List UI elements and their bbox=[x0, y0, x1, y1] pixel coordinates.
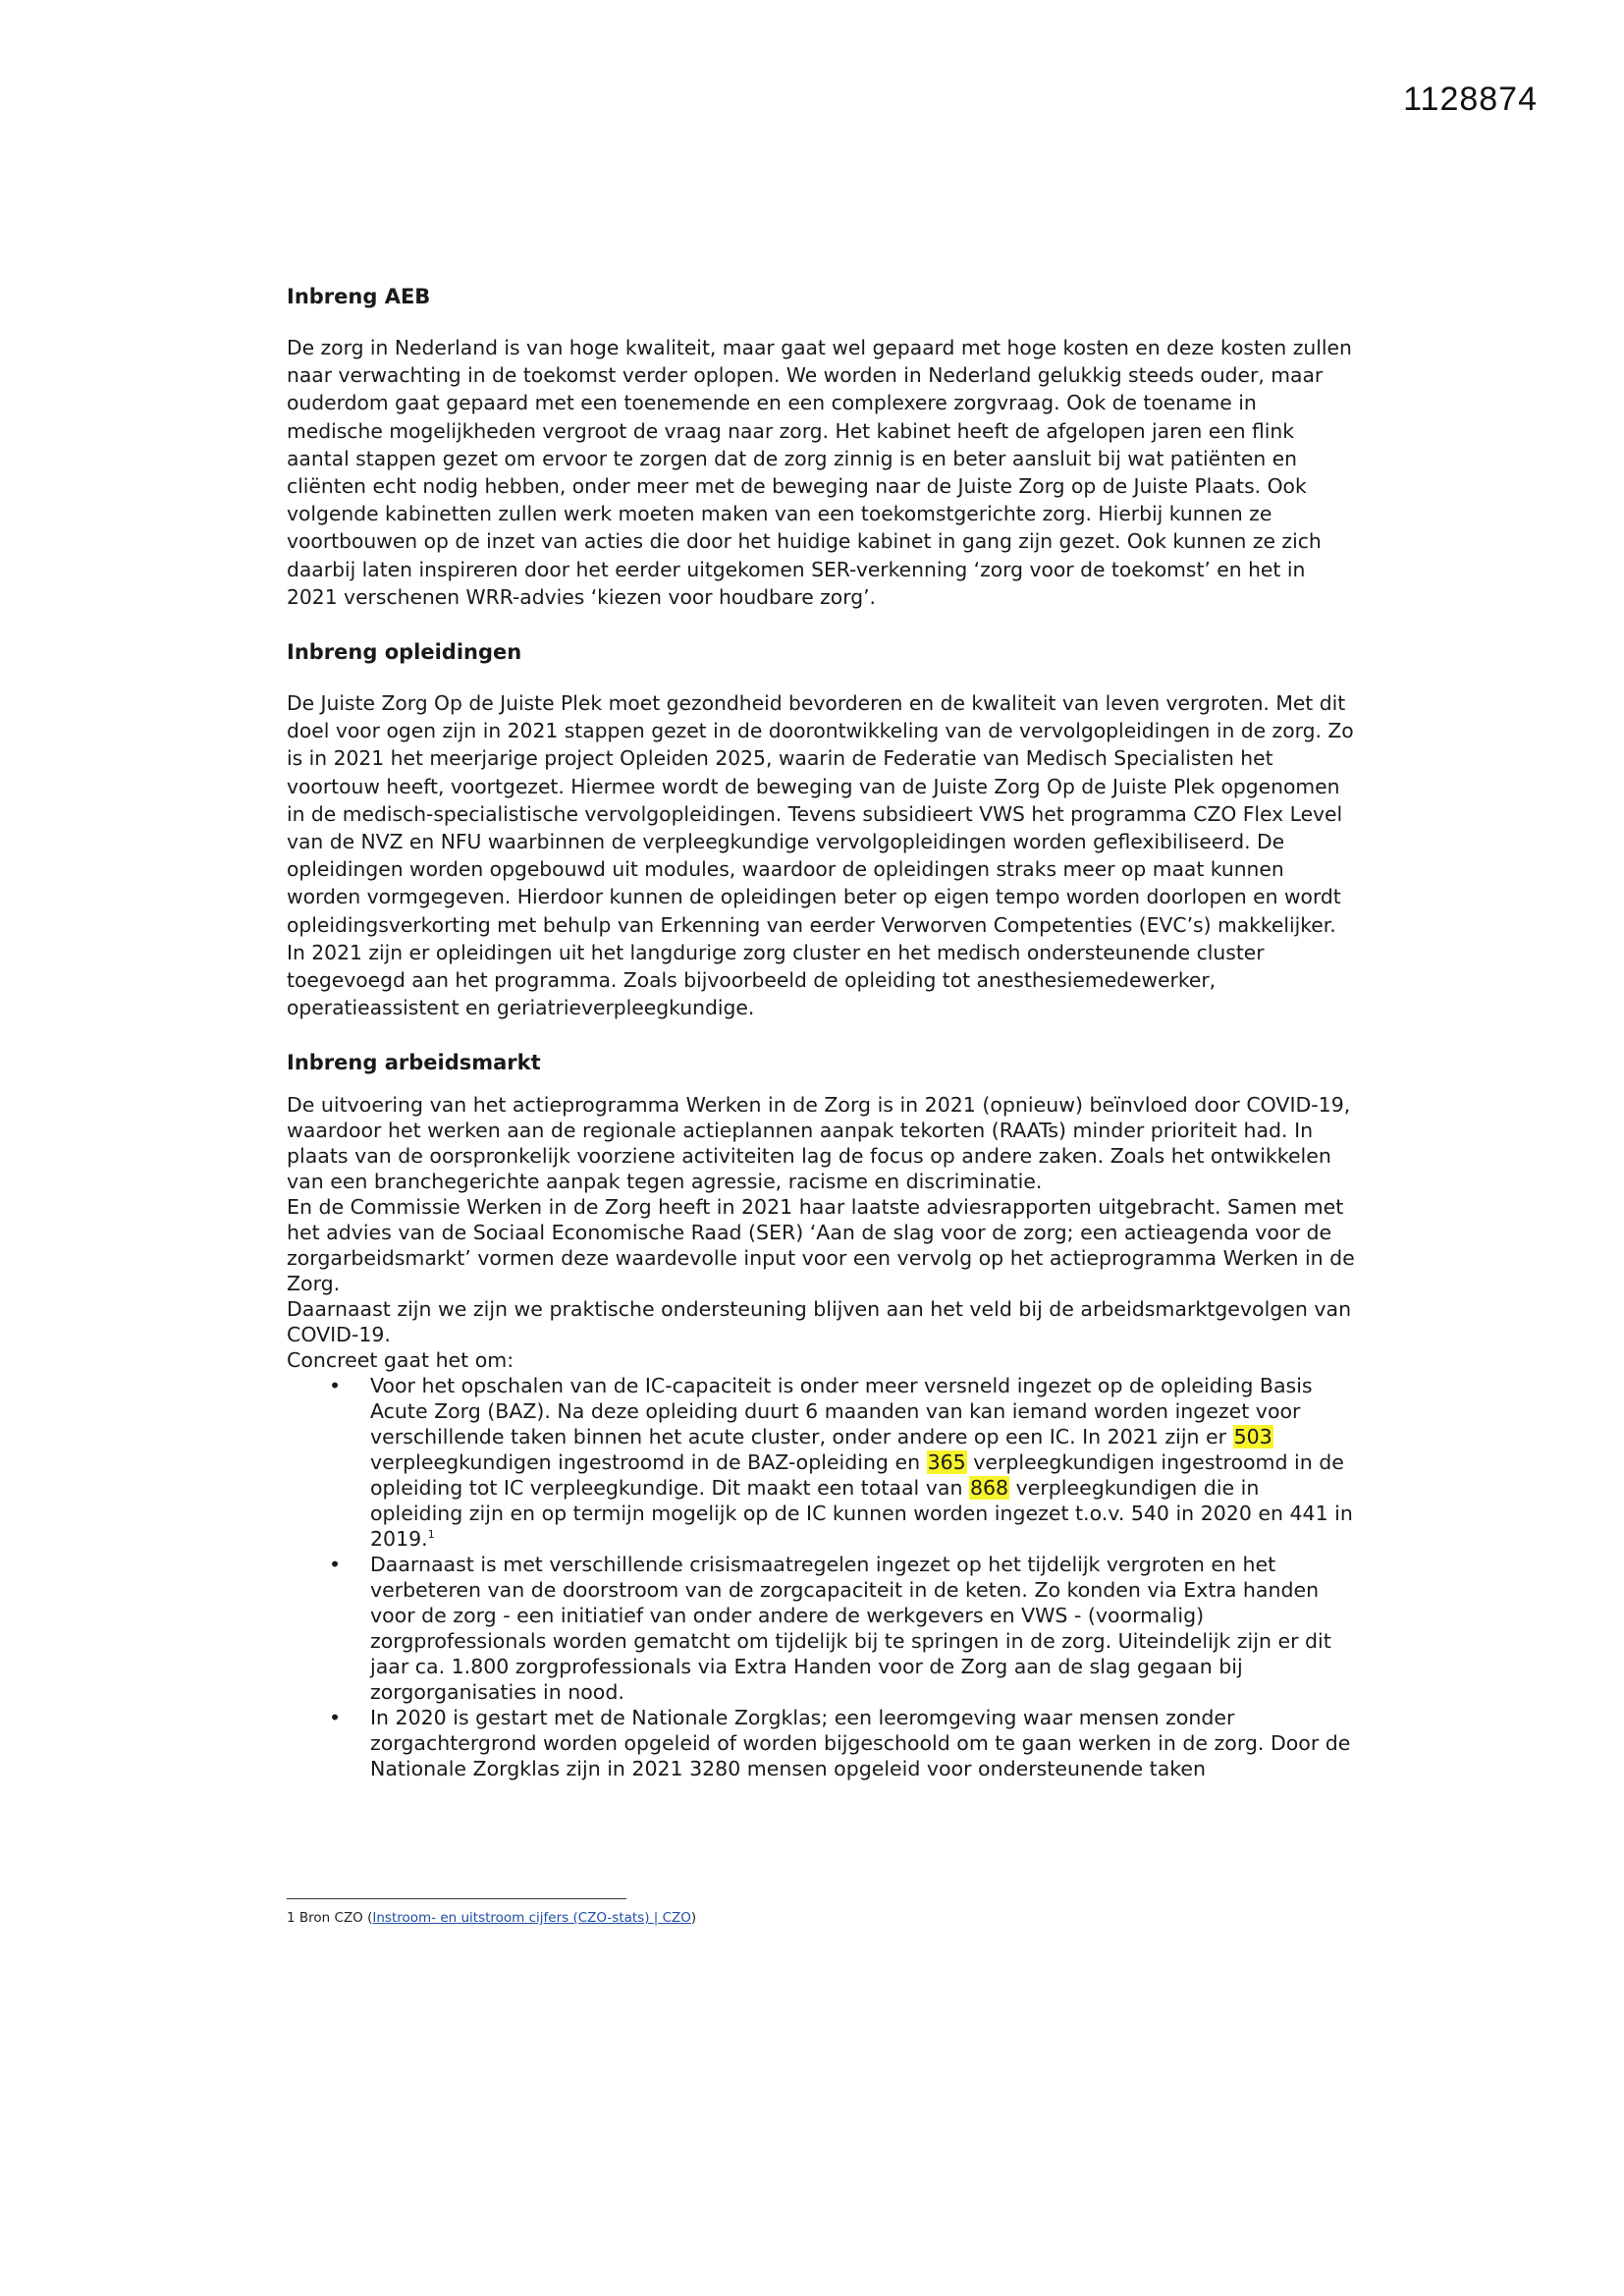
paragraph-line: Daarnaast zijn we zijn we praktische ondersteuning blijven aan het veld bij de arbeidsmarktgevolgen van COVID-19. bbox=[287, 1297, 1352, 1347]
section-heading: Inbreng AEB bbox=[287, 285, 431, 308]
section-paragraph: De zorg in Nederland is van hoge kwaliteit, maar gaat wel gepaard met hoge kosten en deze kosten zullen naar verwachting in de toekomst verder oplopen. We worden in Nederland gelukkig steeds ouder, maar ouderdom gaat gepaard met een toenemende en een complexere zorgvraag. Ook de toename in medische mogelijkheden vergroot de vraag naar zorg. Het kabinet heeft de afgelopen jaren een flink aantal stappen gezet om ervoor te zorgen dat de zorg zinnig is en beter aansluit bij wat patiënten en cliënten echt nodig hebben, onder meer met de beweging naar de Juiste Zorg op de Juiste Plaats. Ook volgende kabinetten zullen werk moeten maken van een toekomstgerichte zorg. Hierbij kunnen ze voortbouwen op de inzet van acties die door het huidige kabinet in gang zijn gezet. Ook kunnen ze zich daarbij laten inspireren door het eerder uitgekomen SER-verkenning ‘zorg voor de toekomst’ en het in 2021 verschenen WRR-advies ‘kiezen voor houdbare zorg’. bbox=[287, 336, 1352, 609]
highlighted-number: 365 bbox=[927, 1450, 966, 1475]
paragraph-line: Concreet gaat het om: bbox=[287, 1348, 514, 1373]
footnote-suffix: ) bbox=[690, 1910, 697, 1926]
bullet-list bbox=[287, 1373, 1357, 1781]
footnote-number: 1 bbox=[287, 1910, 296, 1926]
section-arbeidsmarkt bbox=[287, 1049, 1357, 1781]
text-run: Voor het opschalen van de IC-capaciteit is onder meer versneld ingezet op de opleiding Basis Acute Zorg (BAZ). Na deze opleiding duurt 6 maanden van kan iemand worden ingezet voor verschillende taken binnen het acute cluster, onder andere op een IC. In 2021 zijn er bbox=[370, 1374, 1313, 1449]
footnote-divider bbox=[287, 1898, 626, 1899]
section-opleidingen bbox=[287, 638, 1357, 1021]
document-body bbox=[287, 283, 1357, 1809]
section-paragraph: De Juiste Zorg Op de Juiste Plek moet gezondheid bevorderen en de kwaliteit van leven vergroten. Met dit doel voor ogen zijn in 2021 stappen gezet in de doorontwikkeling van de vervolgopleidingen in de zorg. Zo is in 2021 het meerjarige project Opleiden 2025, waarin de Federatie van Medisch Specialisten het voortouw heeft, voortgezet. Hiermee wordt de beweging van de Juiste Zorg Op de Juiste Plek opgenomen in de medisch-specialistische vervolgopleidingen. Tevens subsidieert VWS het programma CZO Flex Level van de NVZ en NFU waarbinnen de verpleegkundige vervolgopleidingen worden geflexibiliseerd. De opleidingen worden opgebouwd uit modules, waardoor de opleidingen straks meer op maat kunnen worden vormgegeven. Hierdoor kunnen de opleidingen beter op eigen tempo worden doorlopen en wordt opleidingsverkorting met behulp van Erkenning van eerder Verworven Competenties (EVC’s) makkelijker. In 2021 zijn er opleidingen uit het langdurige zorg cluster en het medisch ondersteunende cluster toegevoegd aan het programma. Zoals bijvoorbeeld de opleiding tot anesthesiemedewerker, operatieassistent en geriatrieverpleegkundige. bbox=[287, 691, 1354, 1020]
text-run: verpleegkundigen ingestroomd in de opleiding tot IC verpleegkundige. Dit maakt een totaal van bbox=[370, 1450, 1344, 1501]
footnote-prefix: Bron CZO ( bbox=[298, 1910, 373, 1926]
section-heading: Inbreng arbeidsmarkt bbox=[287, 1051, 541, 1075]
paragraph-line: En de Commissie Werken in de Zorg heeft in 2021 haar laatste adviesrapporten uitgebracht. Samen met het advies van de Sociaal Economische Raad (SER) ‘Aan de slag voor de zorg; een actieagenda voor de zorgarbeidsmarkt’ vormen deze waardevolle input voor een vervolg op het actieprogramma Werken in de Zorg. bbox=[287, 1195, 1355, 1296]
text-run: verpleegkundigen ingestroomd in de BAZ-opleiding en bbox=[370, 1450, 927, 1475]
footnote bbox=[287, 1910, 696, 1926]
paragraph-line: De uitvoering van het actieprogramma Werken in de Zorg is in 2021 (opnieuw) beïnvloed door COVID-19, waardoor het werken aan de regionale actieplannen aanpak tekorten (RAATs) minder prioriteit had. In plaats van de oorspronkelijk voorziene activiteiten lag de focus op andere zaken. Zoals het ontwikkelen van een branchegerichte aanpak tegen agressie, racisme en discriminatie. bbox=[287, 1093, 1351, 1194]
footnote-link[interactable]: Instroom- en uitstroom cijfers (CZO-stats) | CZO bbox=[372, 1910, 691, 1926]
list-item bbox=[370, 1373, 1357, 1552]
document-id: 1128874 bbox=[1403, 81, 1538, 118]
text-run: verpleegkundigen die in opleiding zijn en op termijn mogelijk op de IC kunnen worden ingezet t.o.v. 540 in 2020 en 441 in 2019. bbox=[370, 1476, 1353, 1552]
highlighted-number: 503 bbox=[1233, 1425, 1272, 1449]
list-item: • Daarnaast is met verschillende crisismaatregelen ingezet op het tijdelijk vergroten en het verbeteren van de doorstroom van de zorgcapaciteit in de keten. Zo konden via Extra handen voor de zorg - een initiatief van onder andere de werkgevers en VWS - (voormalig) zorgprofessionals worden gematcht om tijdelijk bij te springen in de zorg. Uiteindelijk zijn er dit jaar ca. 1.800 zorgprofessionals via Extra Handen voor de Zorg aan de slag gegaan bij zorgorganisaties in nood. bbox=[370, 1552, 1357, 1705]
section-heading: Inbreng opleidingen bbox=[287, 640, 522, 665]
highlighted-number: 868 bbox=[969, 1476, 1009, 1501]
footnote-reference[interactable]: 1 bbox=[427, 1528, 435, 1542]
list-item: • In 2020 is gestart met de Nationale Zorgklas; een leeromgeving waar mensen zonder zorgachtergrond worden opgeleid of worden bijgeschoold om te gaan werken in de zorg. Door de Nationale Zorgklas zijn in 2021 3280 mensen opgeleid voor ondersteunende taken bbox=[370, 1705, 1357, 1781]
section-aeb bbox=[287, 283, 1357, 611]
